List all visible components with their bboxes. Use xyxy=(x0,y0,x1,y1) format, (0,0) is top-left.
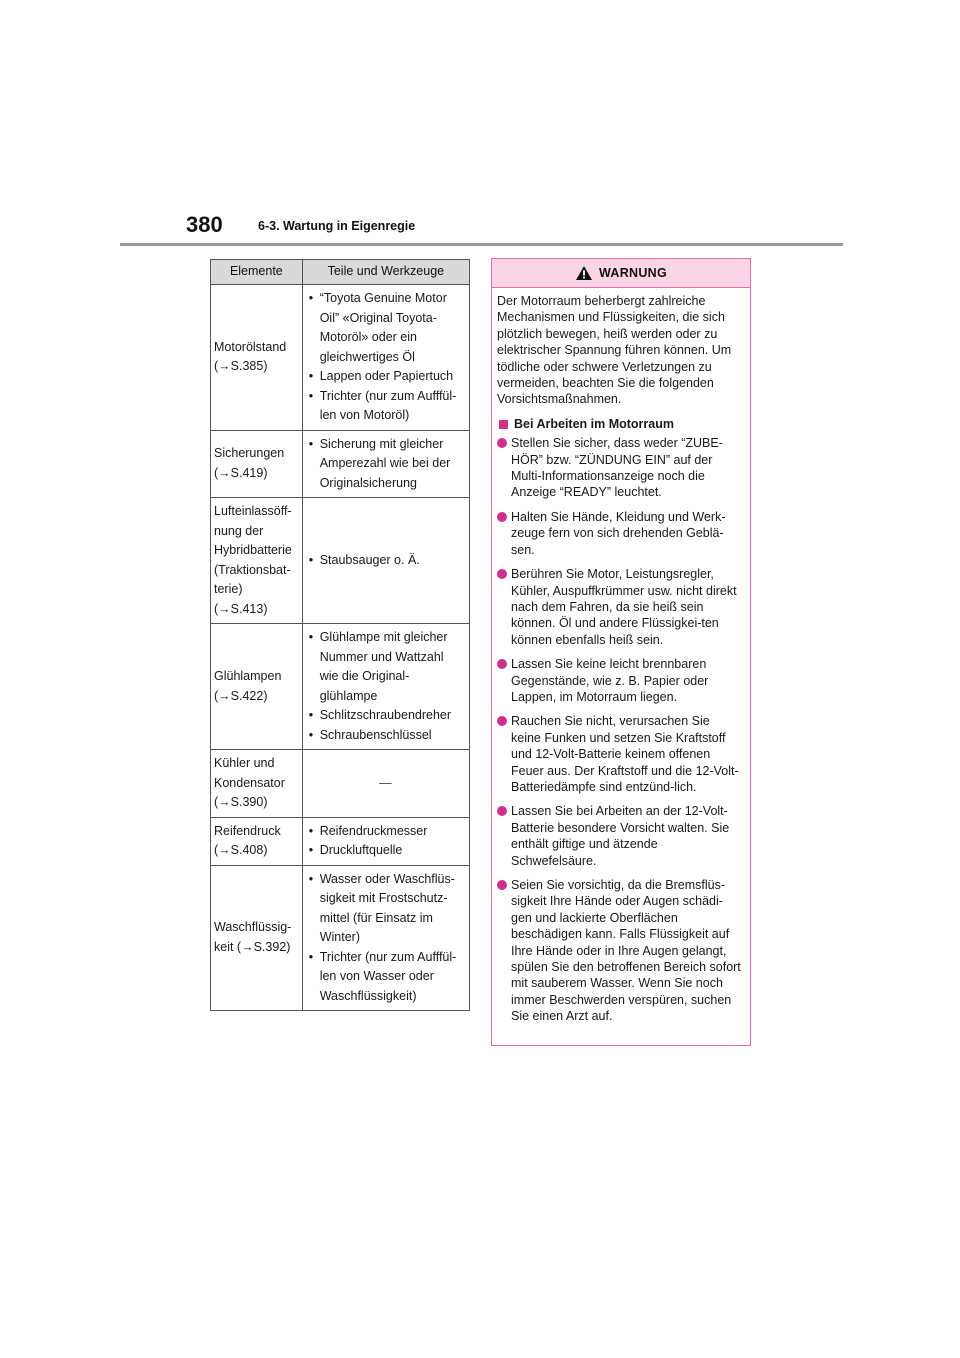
table-row xyxy=(211,430,470,498)
element-text: Lufteinlassöff- xyxy=(214,504,292,518)
element-text: (→S.419) xyxy=(214,465,268,480)
warning-item xyxy=(497,566,742,648)
tool-text: Glühlampe mit gleicher Nummer und Wattzahl wie die Original-glühlampe xyxy=(319,630,448,703)
element-text: (Traktionsbat- xyxy=(214,562,291,577)
element-text: terie) xyxy=(214,582,243,596)
warning-item xyxy=(497,803,742,869)
table-header-row xyxy=(211,260,470,285)
warning-item xyxy=(497,435,742,501)
cell-element xyxy=(211,865,303,1011)
element-text: (→S.385) xyxy=(214,359,268,374)
tool-text: Lappen oder Papiertuch xyxy=(319,369,454,383)
tools-table xyxy=(210,259,470,1011)
warning-title: WARNUNG xyxy=(598,266,668,280)
bullet-icon: • xyxy=(308,630,314,644)
warning-item xyxy=(497,656,742,705)
warning-item xyxy=(497,877,742,1025)
square-bullet-icon xyxy=(499,420,508,429)
tool-text: Staubsauger o. Ä. xyxy=(319,552,420,567)
tool-text: Reifendruckmesser xyxy=(319,823,428,838)
cell-tools xyxy=(302,430,469,498)
element-text: Kondensator xyxy=(214,775,285,790)
bullet-icon: • xyxy=(308,552,314,567)
warning-header xyxy=(492,259,750,288)
element-text: (→S.422) xyxy=(214,688,268,703)
bullet-icon: • xyxy=(308,291,314,305)
element-text: Waschflüssig- xyxy=(214,920,292,935)
table-row xyxy=(211,624,470,750)
element-text: (→S.413) xyxy=(214,601,268,616)
cell-element xyxy=(211,624,303,750)
cell-element xyxy=(211,817,303,865)
circle-bullet-icon xyxy=(497,566,511,648)
warning-subheading-text: Bei Arbeiten im Motorraum xyxy=(514,416,674,431)
tool-item xyxy=(306,841,465,861)
element-text: Hybridbatterie xyxy=(214,543,292,557)
circle-bullet-icon xyxy=(497,803,511,869)
bullet-icon: • xyxy=(308,727,314,742)
cell-element xyxy=(211,750,303,818)
tool-item xyxy=(306,948,465,1007)
warning-item-text: Berühren Sie Motor, Leistungsregler, Kühler, Auspuffkrümmer usw. nicht direkt nach dem Fahren, da sie heiß sein können. Öl und andere Flüssigkei-ten können ebenfalls heiß sein. xyxy=(511,567,737,647)
warning-item-text: Stellen Sie sicher, dass weder “ZUBE-HÖR” bzw. “ZÜNDUNG EIN” auf der Multi-Informationsanzeige noch die Anzeige “READY” leuchtet. xyxy=(511,436,723,500)
cell-tools xyxy=(302,817,469,865)
page-number: 380 xyxy=(186,212,223,237)
bullet-icon: • xyxy=(308,871,314,886)
warning-item xyxy=(497,713,742,795)
tool-text: Druckluftquelle xyxy=(319,843,403,857)
tool-item xyxy=(306,870,465,948)
tool-item xyxy=(306,367,465,387)
warning-body xyxy=(492,288,750,1025)
cell-element xyxy=(211,498,303,624)
tool-item xyxy=(306,435,465,494)
element-text: Glühlampen xyxy=(214,669,282,683)
tool-item xyxy=(306,628,465,706)
bullet-icon: • xyxy=(308,823,314,838)
element-text: nung der xyxy=(214,523,264,538)
tool-text: Schlitzschraubendreher xyxy=(319,708,452,722)
tool-item xyxy=(306,551,465,571)
cell-element xyxy=(211,430,303,498)
warning-item-text: Lassen Sie bei Arbeiten an der 12-Volt-Batterie besondere Vorsicht walten. Sie enthält giftige und ätzende Schwefelsäure. xyxy=(511,804,730,868)
table-row xyxy=(211,817,470,865)
tool-text: “Toyota Genuine Motor Oil” «Original Toyota-Motoröl» oder ein gleichwertiges Öl xyxy=(319,291,447,364)
warning-item-text: Rauchen Sie nicht, verursachen Sie keine Funken und setzen Sie Kraftstoff und 12-Volt-Batterie keinem offenen Feuer aus. Der Kraftstoff und die 12-Volt-Batteriedämpfe sind entzünd-lich. xyxy=(511,714,739,794)
warning-triangle-icon xyxy=(575,265,593,281)
cell-tools xyxy=(302,285,469,431)
bullet-icon: • xyxy=(308,388,314,403)
header-rule xyxy=(120,243,843,246)
tool-item xyxy=(306,706,465,726)
warning-item-text: Halten Sie Hände, Kleidung und Werk-zeuge fern von sich drehenden Geblä-sen. xyxy=(511,509,726,557)
circle-bullet-icon xyxy=(497,656,511,705)
cell-tools xyxy=(302,498,469,624)
empty-mark: — xyxy=(379,775,392,790)
bullet-icon: • xyxy=(308,369,314,383)
element-text: Motorölstand xyxy=(214,339,287,354)
table-row xyxy=(211,750,470,818)
element-text: (→S.408) xyxy=(214,843,268,857)
bullet-icon: • xyxy=(308,949,314,964)
cell-tools xyxy=(302,865,469,1011)
element-text: keit (→S.392) xyxy=(214,939,291,954)
element-text: Reifendruck xyxy=(214,823,281,838)
tool-text: Wasser oder Waschflüs-sigkeit mit Frostschutz-mittel (für Einsatz im Winter) xyxy=(319,871,455,944)
tool-item xyxy=(306,289,465,367)
column-header-tools: Teile und Werkzeuge xyxy=(302,260,469,285)
bullet-icon: • xyxy=(308,708,314,722)
circle-bullet-icon xyxy=(497,877,511,1025)
table-row xyxy=(211,285,470,431)
warning-box xyxy=(491,258,751,1046)
warning-item xyxy=(497,509,742,558)
cell-tools xyxy=(302,750,469,818)
table-body xyxy=(211,285,470,1011)
column-header-elements: Elemente xyxy=(211,260,303,285)
warning-item-text: Seien Sie vorsichtig, da die Bremsflüs-sigkeit Ihre Hände oder Augen schädi-gen und lackierte Oberflächen beschädigen kann. Falls Flüssigkeit auf Ihre Hände oder in Ihre Augen gelangt, spülen Sie den betroffenen Bereich sofort mit sauberem Wasser. Wenn Sie noch immer Beschwerden verspüren, suchen Sie einen Arzt auf. xyxy=(511,878,741,1024)
tool-text: Schraubenschlüssel xyxy=(319,727,432,742)
warning-item-text: Lassen Sie keine leicht brennbaren Gegenstände, wie z. B. Papier oder Lappen, im Motorraum liegen. xyxy=(511,657,709,704)
tool-item xyxy=(306,726,465,746)
element-text: Kühler und xyxy=(214,756,275,770)
tool-text: Sicherung mit gleicher Amperezahl wie bei der Originalsicherung xyxy=(319,436,451,490)
cell-tools xyxy=(302,624,469,750)
warning-intro: Der Motorraum beherbergt zahlreiche Mechanismen und Flüssigkeiten, die sich plötzlich bewegen, heiß werden oder zu elektrischer Spannung führen können. Um tödliche oder schwere Verletzungen zu vermeiden, beachten Sie die folgenden Vorsichtsmaßnahmen. xyxy=(497,294,732,407)
circle-bullet-icon xyxy=(497,435,511,501)
tool-item xyxy=(306,387,465,426)
section-title: 6-3. Wartung in Eigenregie xyxy=(258,219,416,233)
table-row xyxy=(211,498,470,624)
cell-element xyxy=(211,285,303,431)
bullet-icon: • xyxy=(308,843,314,857)
warning-list xyxy=(497,435,742,1024)
bullet-icon: • xyxy=(308,436,314,451)
element-text: Sicherungen xyxy=(214,446,285,461)
tool-item xyxy=(306,822,465,842)
table-row xyxy=(211,865,470,1011)
tool-text: Trichter (nur zum Aufffül-len von Wasser oder Waschflüssigkeit) xyxy=(319,949,457,1003)
element-text: (→S.390) xyxy=(214,795,268,809)
circle-bullet-icon xyxy=(497,713,511,795)
circle-bullet-icon xyxy=(497,509,511,558)
warning-subheading xyxy=(497,416,742,432)
tool-text: Trichter (nur zum Aufffül-len von Motoröl) xyxy=(319,388,457,422)
